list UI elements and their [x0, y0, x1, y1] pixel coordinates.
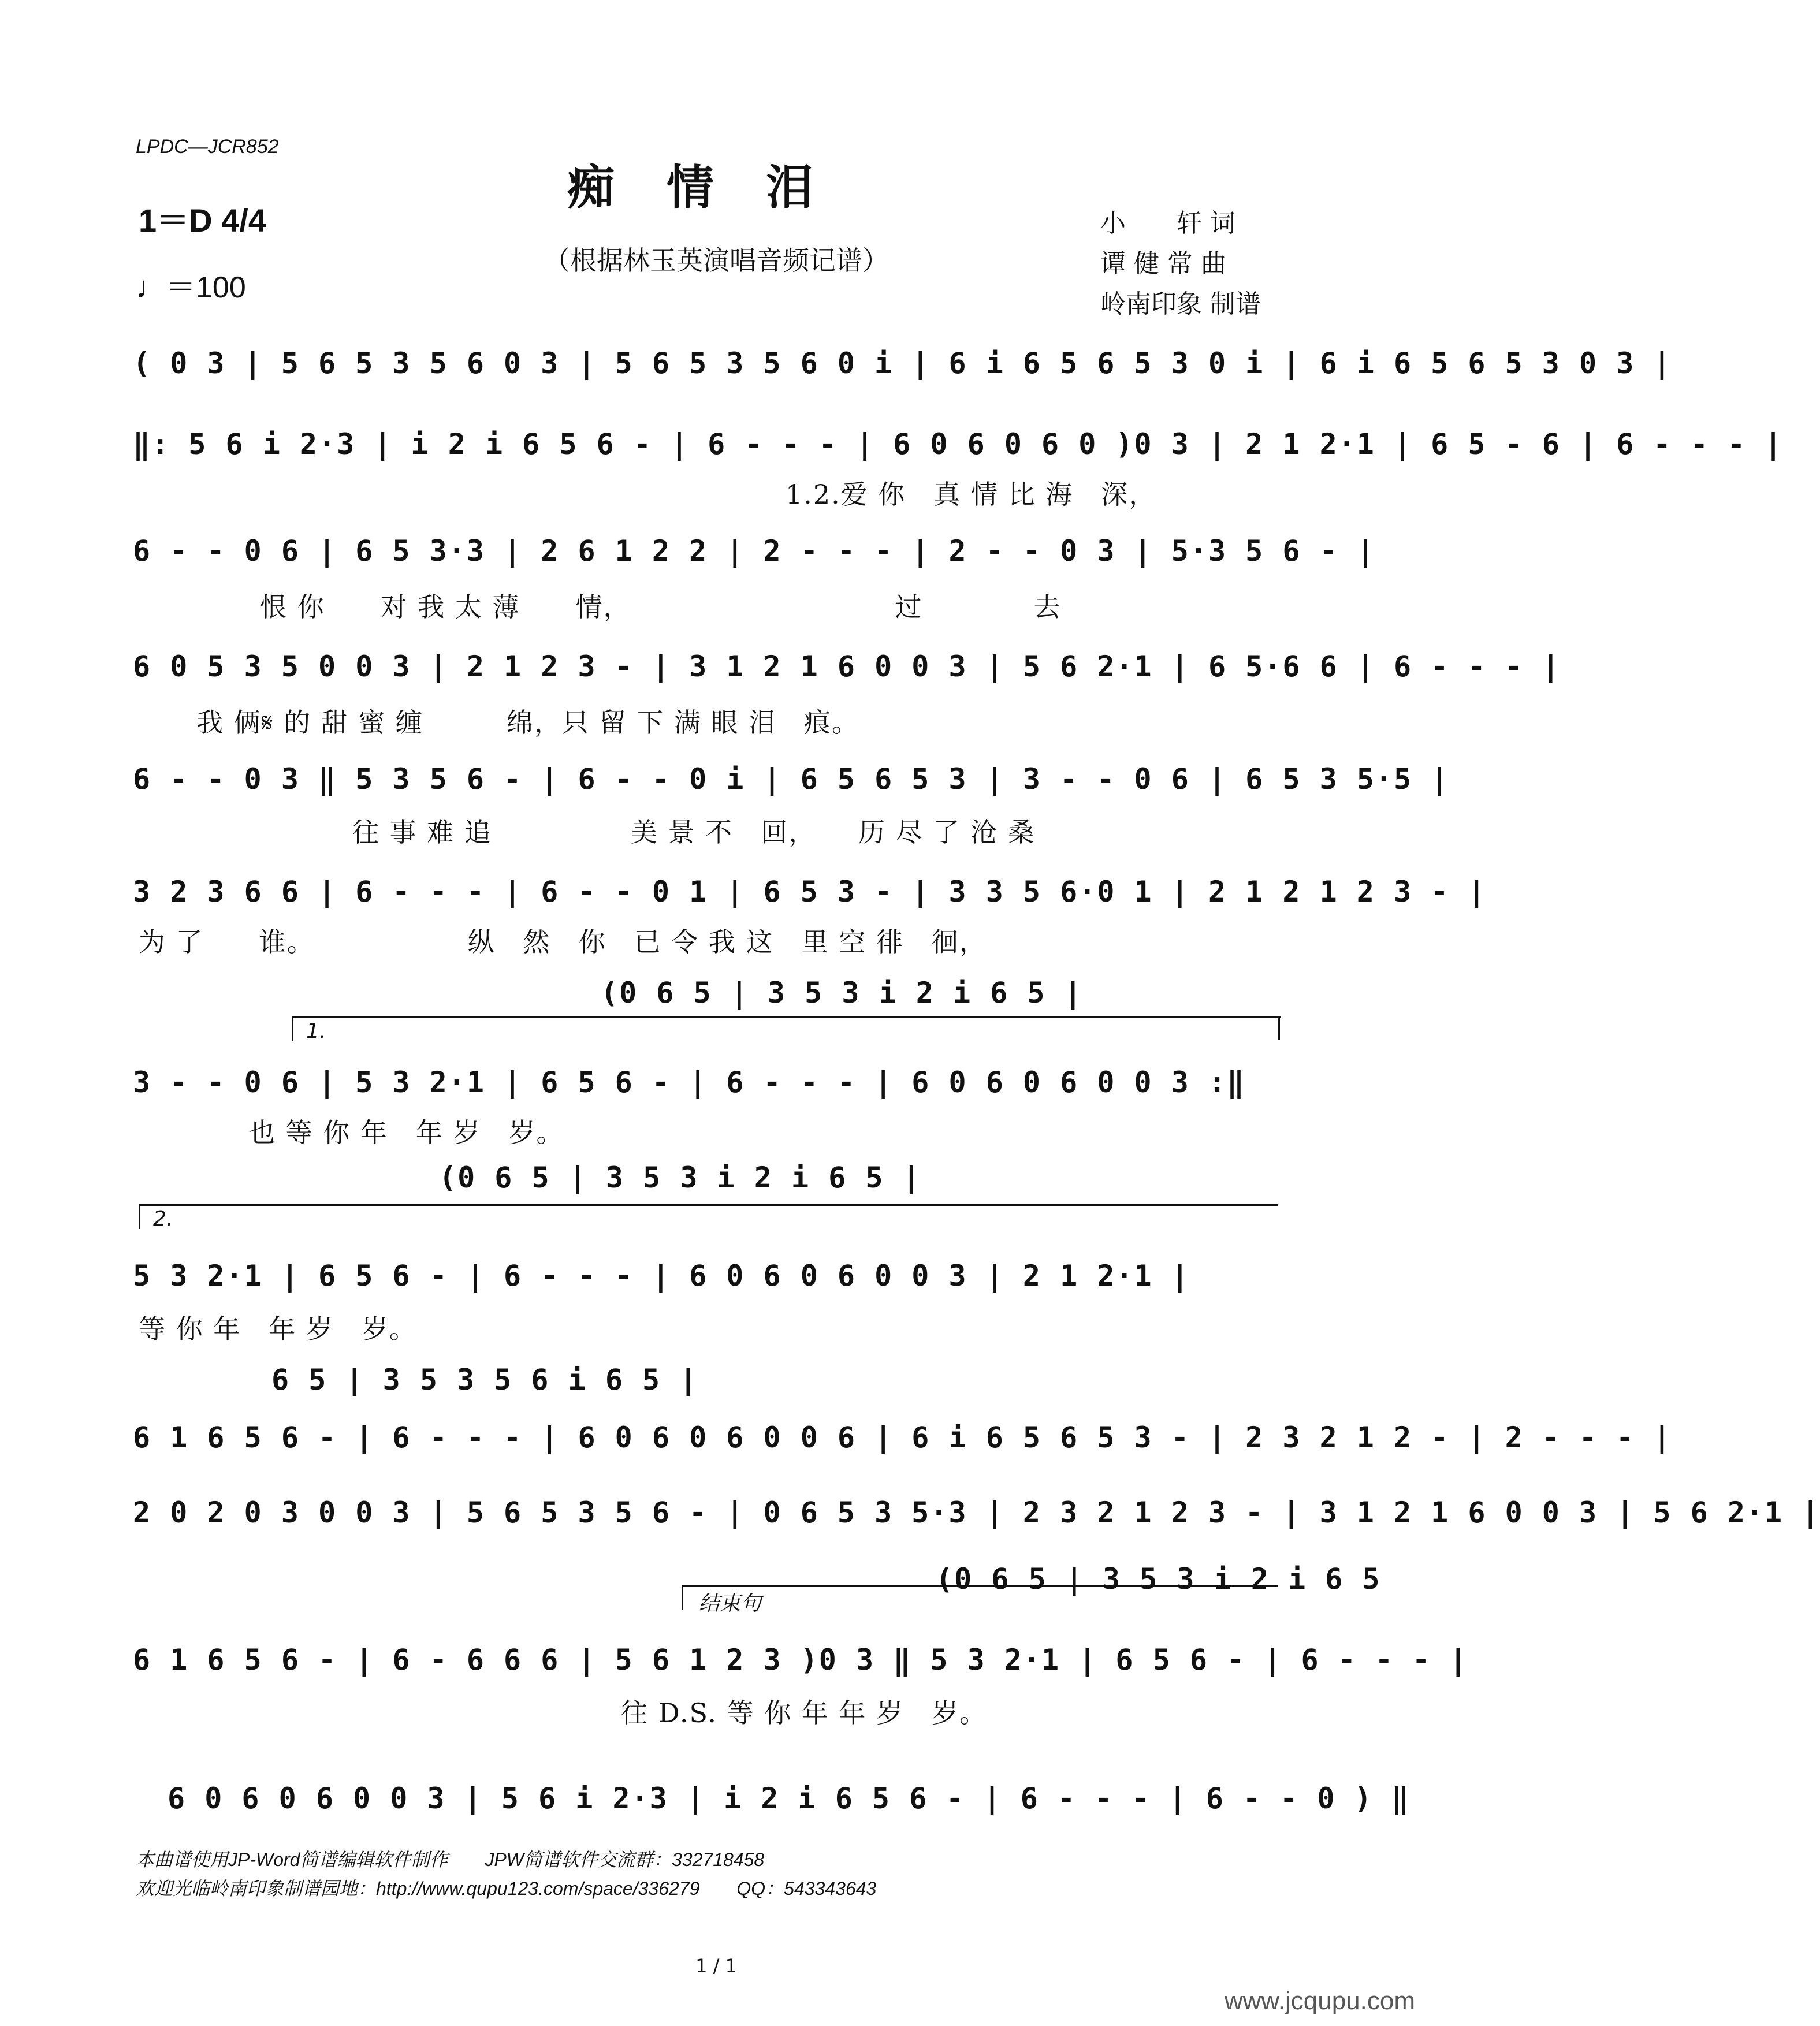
notation-row: 6 - - 0 6 | 6 5 3·3 | 2 6 1 2 2 | 2 - - - | 2 - - 0 3 | 5·3 5 6 - |	[133, 534, 1375, 568]
lyric-row: 我 俩𝄋 的 甜 蜜 缠 绵，只 留 下 满 眼 泪 痕。	[196, 707, 860, 738]
lyric-row: 恨 你 对 我 太 薄 情， 过 去	[260, 591, 1062, 623]
page-number: 1 / 1	[695, 1955, 737, 1977]
first-ending-bracket-end	[1278, 1016, 1280, 1040]
arranger-credit: 岭南印象 制谱	[1100, 289, 1261, 319]
key-signature: 1＝D 4/4	[139, 202, 266, 239]
first-ending-label: 1.	[306, 1019, 326, 1043]
lyric-row: 也 等 你 年 年 岁 岁。	[248, 1117, 564, 1148]
lyricist-credit: 小 轩 词	[1100, 208, 1235, 238]
first-ending-bracket	[292, 1016, 1281, 1041]
notation-row: ‖: 5 6 i 2·3 | i 2 i 6 5 6 - | 6 - - - | 6 0 6 0 6 0 )0 3 | 2 1 2·1 | 6 5 - 6 | 6 - - - |	[133, 427, 1784, 461]
coda-label: 结束句	[699, 1592, 762, 1615]
lyric-row: 为 了 谁。 纵 然 你 已 令 我 这 里 空 徘 徊，	[139, 926, 987, 958]
notation-row: 6 0 6 0 6 0 0 3 | 5 6 i 2·3 | i 2 i 6 5 6 - | 6 - - - | 6 - - 0 ) ‖	[168, 1782, 1410, 1815]
notation-row: 6 - - 0 3 ‖ 5 3 5 6 - | 6 - - 0 i | 6 5 6 5 3 | 3 - - 0 6 | 6 5 3 5·5 |	[133, 762, 1450, 796]
lyric-row: 往 D.S. 等 你 年 年 岁 岁。	[621, 1697, 988, 1729]
notation-row: 3 - - 0 6 | 5 3 2·1 | 6 5 6 - | 6 - - - | 6 0 6 0 6 0 0 3 :‖	[133, 1066, 1246, 1099]
notation-row: 5 3 2·1 | 6 5 6 - | 6 - - - | 6 0 6 0 6 0 0 3 | 2 1 2·1 |	[133, 1259, 1190, 1293]
second-ending-label: 2.	[153, 1207, 173, 1231]
notation-row: 6 0 5 3 5 0 0 3 | 2 1 2 3 - | 3 1 2 1 6 0 0 3 | 5 6 2·1 | 6 5·6 6 | 6 - - - |	[133, 650, 1561, 683]
second-ending-bracket	[139, 1204, 1278, 1229]
notation-row: (0 6 5 | 3 5 3 i 2 i 6 5	[936, 1562, 1381, 1596]
notation-row: (0 6 5 | 3 5 3 i 2 i 6 5 |	[439, 1161, 921, 1194]
coda-bracket	[682, 1585, 1278, 1610]
tempo-marking: ♩＝100	[136, 271, 246, 304]
footer-software-note: 本曲谱使用JP-Word简谱编辑软件制作 JPW简谱软件交流群：332718458	[136, 1849, 765, 1870]
notation-row: 2 0 2 0 3 0 0 3 | 5 6 5 3 5 6 - | 0 6 5 3 5·3 | 2 3 2 1 2 3 - | 3 1 2 1 6 0 0 3 | 5 6 2·1 |	[133, 1496, 1820, 1529]
notation-row: 6 5 | 3 5 3 5 6 i 6 5 |	[271, 1363, 698, 1396]
lyric-row: 往 事 难 追 美 景 不 回， 历 尽 了 沧 桑	[352, 817, 1036, 848]
score-code: LPDC—JCR852	[136, 136, 279, 158]
lyric-row: 等 你 年 年 岁 岁。	[139, 1313, 417, 1345]
lyric-row: 1.2.爱 你 真 情 比 海 深，	[786, 479, 1157, 510]
notation-row: 6 1 6 5 6 - | 6 - 6 6 6 | 5 6 1 2 3 )0 3 ‖ 5 3 2·1 | 6 5 6 - | 6 - - - |	[133, 1643, 1468, 1677]
composer-credit: 谭 健 常 曲	[1100, 249, 1226, 278]
footer-website-note: 欢迎光临岭南印象制谱园地：http://www.qupu123.com/space/336279 QQ：543343643	[136, 1878, 877, 1899]
notation-row: 6 1 6 5 6 - | 6 - - - | 6 0 6 0 6 0 0 6 | 6 i 6 5 6 5 3 - | 2 3 2 1 2 - | 2 - - - |	[133, 1421, 1672, 1454]
page-title: 痴情泪	[567, 160, 865, 215]
watermark: www.jcqupu.com	[1224, 1987, 1415, 2015]
notation-row: ( 0 3 | 5 6 5 3 5 6 0 3 | 5 6 5 3 5 6 0 i | 6 i 6 5 6 5 3 0 i | 6 i 6 5 6 5 3 0 3 |	[133, 347, 1672, 380]
notation-row: 3 2 3 6 6 | 6 - - - | 6 - - 0 1 | 6 5 3 - | 3 3 5 6·0 1 | 2 1 2 1 2 3 - |	[133, 875, 1487, 908]
notation-row: (0 6 5 | 3 5 3 i 2 i 6 5 |	[601, 976, 1083, 1010]
page-subtitle: （根据林玉英演唱音频记谱）	[544, 245, 889, 276]
